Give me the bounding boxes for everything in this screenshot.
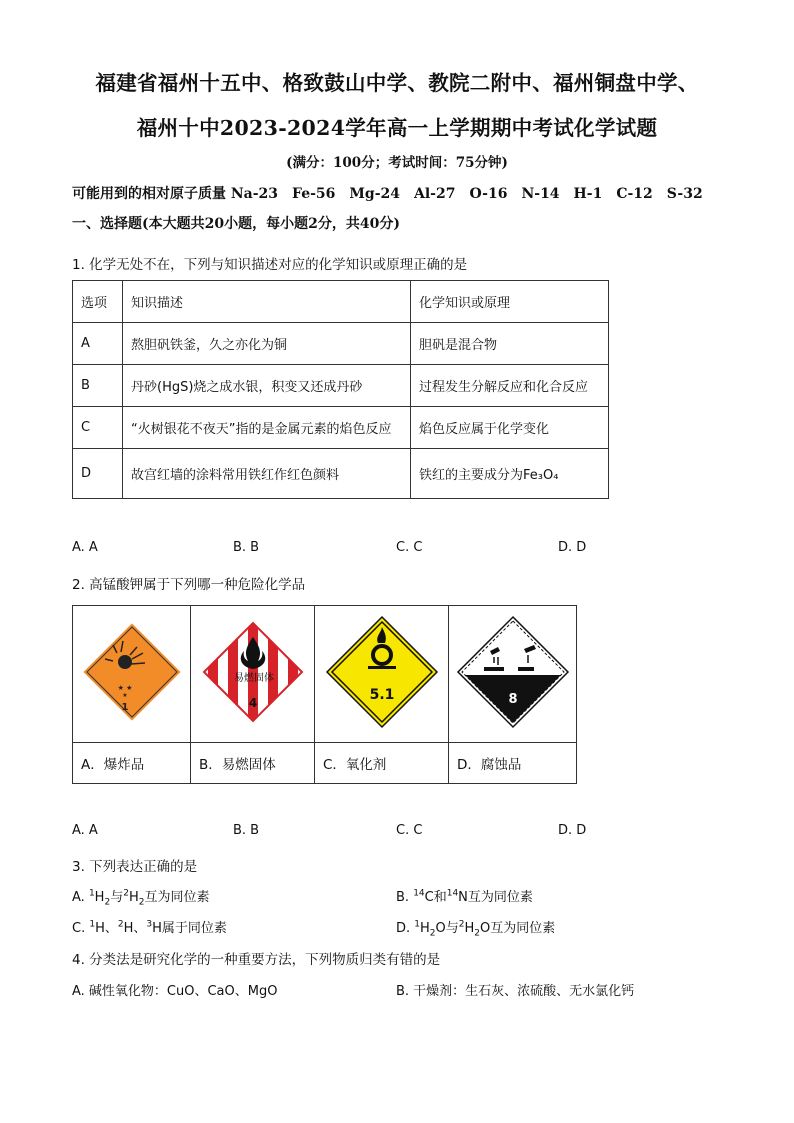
q2-option-c[interactable]: C. C (396, 823, 423, 838)
header-cell: 知识描述 (123, 281, 411, 323)
title-line-1: 福建省福州十五中、格致鼓山中学、教院二附中、福州铜盘中学、 (95, 71, 699, 95)
table-row (73, 365, 609, 407)
score-info: (满分：100分；考试时间：75分钟) (286, 155, 508, 171)
table-row (73, 323, 609, 365)
q1-option-c[interactable]: C. C (396, 540, 423, 555)
q2-option-a[interactable]: A. A (72, 823, 98, 838)
q1-option-b[interactable]: B. B (233, 540, 260, 555)
table-header-row (73, 281, 609, 323)
sign-number-5-1: 5.1 (369, 687, 394, 703)
corrosive-sign-cell (449, 606, 577, 743)
table-cell: D (73, 449, 123, 499)
q3-option-d[interactable]: D. $^1H_2O$与$^2H_2O$互为同位素 (396, 919, 556, 939)
title-line-2: 福州十中2023-2024学年高一上学期期中考试化学试题 (136, 116, 658, 140)
table-row (73, 449, 609, 499)
label-oxidizer: C．氧化剂 (315, 743, 449, 784)
q1-table (72, 280, 609, 499)
flammable-solid-sign-cell (191, 606, 315, 743)
svg-text:★: ★ (121, 692, 128, 699)
q1-option-a[interactable]: A. A (72, 540, 98, 555)
header-cell: 选项 (73, 281, 123, 323)
explosive-icon (77, 617, 187, 727)
table-cell: C (73, 407, 123, 449)
q1-stem: 1. 化学无处不在，下列与知识描述对应的化学知识或原理正确的是 (72, 257, 468, 273)
q1-option-d[interactable]: D. D (558, 540, 587, 555)
table-cell: 铁红的主要成分为Fe₃O₄ (411, 449, 609, 499)
q2-hazard-table (72, 605, 577, 784)
label-corrosive: D．腐蚀品 (449, 743, 577, 784)
q2-stem: 2. 高锰酸钾属于下列哪一种危险化学品 (72, 577, 306, 593)
table-cell: B (73, 365, 123, 407)
flammable-solid-icon (198, 617, 308, 727)
svg-text:★ ★: ★ ★ (117, 684, 132, 692)
q4-option-a[interactable]: A. 碱性氧化物：CuO、CaO、MgO (72, 984, 278, 999)
q2-option-d[interactable]: D. D (558, 823, 587, 838)
table-cell: “火树银花不夜天”指的是金属元素的焰色反应 (123, 407, 411, 449)
q4-stem: 4. 分类法是研究化学的一种重要方法，下列物质归类有错的是 (72, 952, 441, 968)
table-cell: 胆矾是混合物 (411, 323, 609, 365)
q2-option-b[interactable]: B. B (233, 823, 260, 838)
corrosive-icon (454, 613, 572, 731)
oxidizer-icon (323, 613, 441, 731)
oxidizer-sign-cell (315, 606, 449, 743)
table-cell: A (73, 323, 123, 365)
sign-number-4: 4 (248, 696, 257, 710)
table-cell: 过程发生分解反应和化合反应 (411, 365, 609, 407)
table-row (73, 407, 609, 449)
table-cell: 丹砂(HgS)烧之成水银，积变又还成丹砂 (123, 365, 411, 407)
table-cell: 焰色反应属于化学变化 (411, 407, 609, 449)
q3-stem: 3. 下列表达正确的是 (72, 859, 198, 875)
q3-option-c[interactable]: C. $^1$H、$^2$H、$^3$H属于同位素 (72, 919, 227, 936)
atomic-masses: 可能用到的相对原子质量 Na-23 Fe-56 Mg-24 Al-27 O-16 N-14 H-1 C-12 S-32 (72, 186, 703, 202)
sign-label-flammable: 易燃固体 (233, 673, 274, 684)
sign-number-1: 1 (121, 702, 128, 713)
q4-option-b[interactable]: B. 干燥剂：生石灰、浓硫酸、无水氯化钙 (396, 984, 635, 999)
table-cell: 故宫红墙的涂料常用铁红作红色颜料 (123, 449, 411, 499)
q3-option-b[interactable]: B. $^{14}$C和$^{14}$N互为同位素 (396, 888, 533, 905)
sign-number-8: 8 (507, 692, 518, 707)
table-cell: 熬胆矾铁釜，久之亦化为铜 (123, 323, 411, 365)
header-cell: 化学知识或原理 (411, 281, 609, 323)
label-flammable-solid: B．易燃固体 (191, 743, 315, 784)
explosive-sign-cell (73, 606, 191, 743)
label-explosive: A．爆炸品 (73, 743, 191, 784)
section-heading: 一、选择题(本大题共20小题，每小题2分，共40分) (72, 216, 400, 232)
q3-option-a[interactable]: A. $^1H_2$与$^2H_2$互为同位素 (72, 888, 210, 908)
